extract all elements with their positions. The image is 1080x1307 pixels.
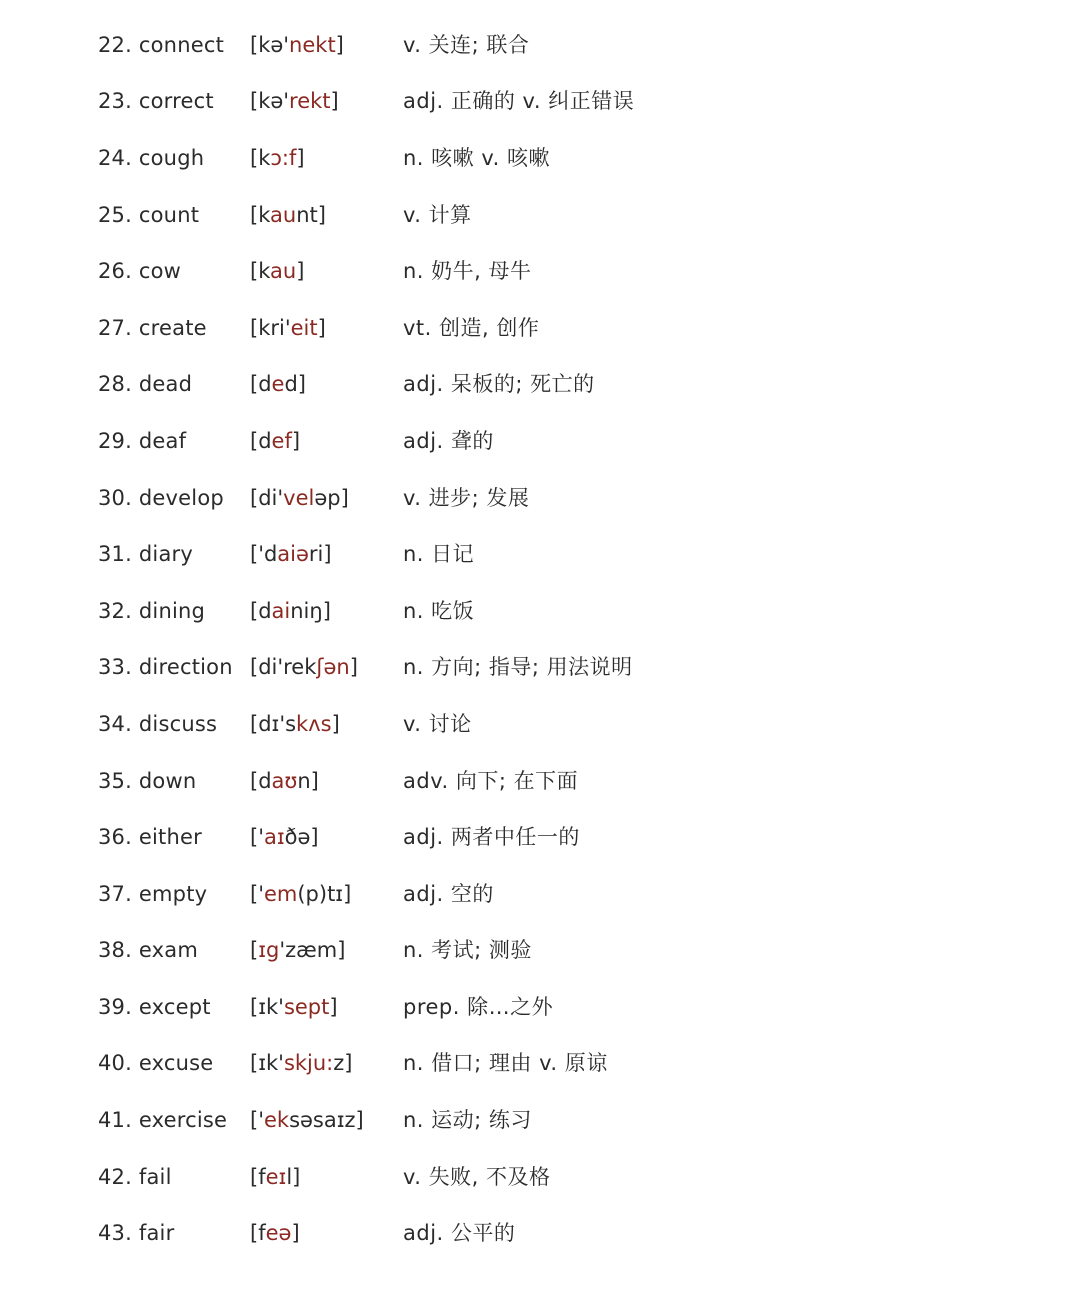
- vocab-word: [98, 1053, 250, 1074]
- phonetic-stressed-part: au: [270, 259, 297, 284]
- vocab-definition: adj. 两者中任一的: [403, 825, 580, 850]
- phonetic-part: ['d: [250, 542, 278, 567]
- vocab-row: [98, 413, 998, 470]
- vocab-phonetic: [250, 1053, 403, 1074]
- vocab-row: [98, 979, 998, 1036]
- entry-word: cow: [138, 259, 182, 284]
- vocab-phonetic: [250, 544, 403, 565]
- phonetic-part: [ɪk': [250, 1051, 284, 1076]
- vocab-definition: adj. 正确的 v. 纠正错误: [403, 89, 635, 114]
- entry-word: fair: [138, 1221, 175, 1246]
- phonetic-part: ]: [291, 428, 301, 453]
- entry-number: 34.: [98, 711, 132, 736]
- vocab-word: [98, 994, 250, 1019]
- vocab-phonetic: [250, 827, 403, 848]
- vocabulary-list: [98, 17, 998, 1262]
- entry-word: either: [138, 825, 202, 850]
- phonetic-part: d]: [284, 372, 306, 397]
- phonetic-part: [d: [250, 372, 272, 397]
- phonetic-part: ]: [330, 89, 339, 114]
- vocab-definition: n. 考试; 测验: [403, 938, 532, 963]
- vocab-word: [98, 657, 250, 678]
- phonetic-part: ]: [296, 145, 305, 170]
- vocab-definition: n. 日记: [403, 542, 475, 567]
- vocab-row: [98, 187, 998, 244]
- phonetic-stressed-part: sept: [283, 994, 330, 1019]
- entry-word: cough: [138, 145, 205, 170]
- entry-number: 42.: [98, 1164, 132, 1189]
- phonetic-part: ]: [317, 315, 326, 340]
- vocab-definition: n. 咳嗽 v. 咳嗽: [403, 145, 550, 170]
- phonetic-part: [': [250, 1108, 264, 1133]
- entry-number: 27.: [98, 315, 132, 340]
- entry-word: correct: [138, 89, 214, 114]
- phonetic-stressed-part: aiə: [277, 542, 309, 567]
- vocab-definition: adj. 公平的: [403, 1221, 516, 1246]
- vocab-word: [98, 768, 250, 793]
- vocab-row: [98, 1149, 998, 1206]
- vocab-definition: adj. 聋的: [403, 428, 494, 453]
- phonetic-stressed-part: aʊ: [271, 768, 298, 793]
- phonetic-part: [k: [250, 145, 271, 170]
- vocab-phonetic: [250, 261, 403, 282]
- entry-number: 22.: [98, 32, 132, 57]
- entry-number: 38.: [98, 938, 132, 963]
- entry-number: 26.: [98, 259, 132, 284]
- vocab-row: [98, 1205, 998, 1262]
- vocab-word: [98, 940, 250, 961]
- vocab-word: [98, 598, 250, 623]
- vocab-phonetic: [250, 711, 403, 736]
- vocab-row: [98, 1036, 998, 1093]
- vocab-row: [98, 753, 998, 810]
- vocab-phonetic: [250, 32, 403, 57]
- vocab-phonetic: [250, 881, 403, 906]
- phonetic-part: [: [250, 938, 259, 963]
- phonetic-stressed-part: ef: [271, 428, 292, 453]
- phonetic-part: niŋ]: [290, 598, 331, 623]
- entry-number: 31.: [98, 542, 132, 567]
- entry-word: diary: [138, 542, 193, 567]
- phonetic-stressed-part: e: [271, 372, 285, 397]
- phonetic-stressed-part: nekt: [289, 32, 336, 57]
- vocab-row: [98, 74, 998, 131]
- phonetic-part: ]: [296, 259, 305, 284]
- phonetic-part: səsaɪz]: [289, 1108, 364, 1133]
- phonetic-stressed-part: ai: [271, 598, 291, 623]
- phonetic-stressed-part: kʌs: [296, 711, 332, 736]
- vocab-phonetic: [250, 428, 403, 453]
- phonetic-stressed-part: ʃən: [316, 655, 350, 680]
- vocab-phonetic: [250, 940, 403, 961]
- vocab-phonetic: [250, 768, 403, 793]
- entry-number: 37.: [98, 881, 132, 906]
- phonetic-stressed-part: aɪ: [263, 825, 285, 850]
- entry-word: fail: [138, 1164, 172, 1189]
- entry-word: empty: [138, 881, 208, 906]
- vocab-word: [98, 32, 250, 57]
- entry-number: 43.: [98, 1221, 132, 1246]
- vocab-phonetic: [250, 598, 403, 623]
- entry-word: except: [138, 994, 211, 1019]
- entry-number: 41.: [98, 1108, 132, 1133]
- vocab-word: [98, 711, 250, 736]
- vocab-row: [98, 923, 998, 980]
- phonetic-part: [k: [250, 202, 270, 227]
- phonetic-part: [': [250, 825, 264, 850]
- vocab-definition: adj. 呆板的; 死亡的: [403, 372, 595, 397]
- vocab-row: [98, 1092, 998, 1149]
- entry-number: 23.: [98, 89, 132, 114]
- vocab-word: [98, 1164, 250, 1189]
- entry-number: 25.: [98, 202, 132, 227]
- vocab-definition: n. 借口; 理由 v. 原谅: [403, 1051, 608, 1076]
- phonetic-part: [d: [250, 428, 272, 453]
- phonetic-stressed-part: au: [270, 202, 297, 227]
- phonetic-stressed-part: eit: [290, 315, 318, 340]
- phonetic-part: [kə': [250, 32, 290, 57]
- vocab-row: [98, 809, 998, 866]
- vocab-definition: n. 吃饭: [403, 598, 475, 623]
- phonetic-part: [f: [250, 1221, 266, 1246]
- phonetic-part: ]: [329, 994, 338, 1019]
- phonetic-part: [kri': [250, 315, 291, 340]
- phonetic-part: ri]: [308, 542, 332, 567]
- entry-word: dining: [138, 598, 206, 623]
- vocab-word: [98, 202, 250, 227]
- vocab-row: [98, 696, 998, 753]
- phonetic-part: l]: [286, 1164, 301, 1189]
- phonetic-part: ]: [335, 32, 344, 57]
- vocab-word: [98, 315, 250, 340]
- phonetic-part: əp]: [314, 485, 349, 510]
- phonetic-part: [dɪ's: [250, 711, 297, 736]
- entry-number: 29.: [98, 428, 132, 453]
- entry-word: deaf: [138, 428, 187, 453]
- phonetic-part: ]: [291, 1221, 300, 1246]
- phonetic-part: [k: [250, 259, 270, 284]
- vocab-phonetic: [250, 485, 403, 510]
- phonetic-part: [d: [250, 598, 272, 623]
- vocab-definition: v. 讨论: [403, 711, 472, 736]
- phonetic-part: [kə': [250, 89, 290, 114]
- phonetic-part: [f: [250, 1164, 266, 1189]
- vocab-definition: n. 运动; 练习: [403, 1108, 532, 1133]
- vocab-row: [98, 470, 998, 527]
- vocab-word: [98, 374, 250, 395]
- phonetic-stressed-part: vel: [283, 485, 315, 510]
- entry-number: 35.: [98, 768, 132, 793]
- phonetic-part: [ɪk': [250, 994, 284, 1019]
- vocab-definition: prep. 除…之外: [403, 994, 554, 1019]
- vocab-word: [98, 91, 250, 112]
- phonetic-part: nt]: [296, 202, 326, 227]
- entry-word: create: [138, 315, 207, 340]
- entry-word: exam: [138, 938, 198, 963]
- vocab-row: [98, 583, 998, 640]
- vocab-phonetic: [250, 91, 403, 112]
- vocab-row: [98, 357, 998, 414]
- vocab-phonetic: [250, 315, 403, 340]
- vocab-row: [98, 526, 998, 583]
- phonetic-part: z]: [333, 1051, 353, 1076]
- vocab-row: [98, 17, 998, 74]
- vocab-row: [98, 130, 998, 187]
- vocab-phonetic: [250, 994, 403, 1019]
- phonetic-part: [': [250, 881, 264, 906]
- vocab-definition: adj. 空的: [403, 881, 494, 906]
- vocab-row: [98, 243, 998, 300]
- entry-number: 28.: [98, 372, 132, 397]
- vocab-phonetic: [250, 1223, 403, 1244]
- vocab-word: [98, 145, 250, 170]
- vocab-phonetic: [250, 145, 403, 170]
- entry-number: 39.: [98, 994, 132, 1019]
- phonetic-stressed-part: em: [263, 881, 298, 906]
- phonetic-stressed-part: skju:: [283, 1051, 334, 1076]
- entry-word: direction: [138, 655, 233, 680]
- vocab-definition: n. 奶牛, 母牛: [403, 259, 532, 284]
- phonetic-part: ]: [349, 655, 358, 680]
- phonetic-part: (p)tɪ]: [297, 881, 352, 906]
- vocab-row: [98, 300, 998, 357]
- phonetic-stressed-part: ɪg: [258, 938, 280, 963]
- vocab-word: [98, 428, 250, 453]
- entry-word: connect: [138, 32, 225, 57]
- phonetic-stressed-part: eə: [265, 1221, 292, 1246]
- entry-word: count: [138, 202, 200, 227]
- phonetic-part: [d: [250, 768, 272, 793]
- phonetic-part: ðə]: [284, 825, 319, 850]
- entry-word: develop: [138, 485, 224, 510]
- vocab-word: [98, 1223, 250, 1244]
- vocab-word: [98, 485, 250, 510]
- entry-number: 24.: [98, 145, 132, 170]
- vocab-definition: v. 关连; 联合: [403, 32, 530, 57]
- entry-number: 36.: [98, 825, 132, 850]
- entry-number: 33.: [98, 655, 132, 680]
- vocab-row: [98, 640, 998, 697]
- phonetic-part: 'zæm]: [279, 938, 346, 963]
- vocab-phonetic: [250, 1164, 403, 1189]
- vocab-row: [98, 866, 998, 923]
- vocab-word: [98, 827, 250, 848]
- entry-word: discuss: [138, 711, 218, 736]
- phonetic-stressed-part: ek: [263, 1108, 290, 1133]
- vocab-definition: v. 进步; 发展: [403, 485, 530, 510]
- vocab-definition: v. 计算: [403, 202, 472, 227]
- phonetic-stressed-part: eɪ: [265, 1164, 287, 1189]
- entry-number: 30.: [98, 485, 132, 510]
- phonetic-part: [di': [250, 485, 284, 510]
- entry-word: excuse: [138, 1051, 214, 1076]
- vocab-phonetic: [250, 1110, 403, 1131]
- vocab-word: [98, 881, 250, 906]
- vocab-definition: v. 失败, 不及格: [403, 1164, 551, 1189]
- phonetic-part: ]: [331, 711, 340, 736]
- entry-word: dead: [138, 372, 193, 397]
- vocab-word: [98, 261, 250, 282]
- vocab-phonetic: [250, 202, 403, 227]
- phonetic-stressed-part: ɔ:f: [270, 145, 297, 170]
- vocab-definition: vt. 创造, 创作: [403, 315, 540, 340]
- phonetic-part: n]: [297, 768, 319, 793]
- entry-number: 32.: [98, 598, 132, 623]
- entry-word: down: [138, 768, 197, 793]
- entry-number: 40.: [98, 1051, 132, 1076]
- vocab-definition: n. 方向; 指导; 用法说明: [403, 655, 633, 680]
- vocab-phonetic: [250, 374, 403, 395]
- vocab-phonetic: [250, 657, 403, 678]
- vocab-word: [98, 544, 250, 565]
- phonetic-stressed-part: rekt: [289, 89, 331, 114]
- entry-word: exercise: [138, 1108, 228, 1133]
- vocab-definition: adv. 向下; 在下面: [403, 768, 579, 793]
- vocab-word: [98, 1110, 250, 1131]
- phonetic-part: [di'rek: [250, 655, 317, 680]
